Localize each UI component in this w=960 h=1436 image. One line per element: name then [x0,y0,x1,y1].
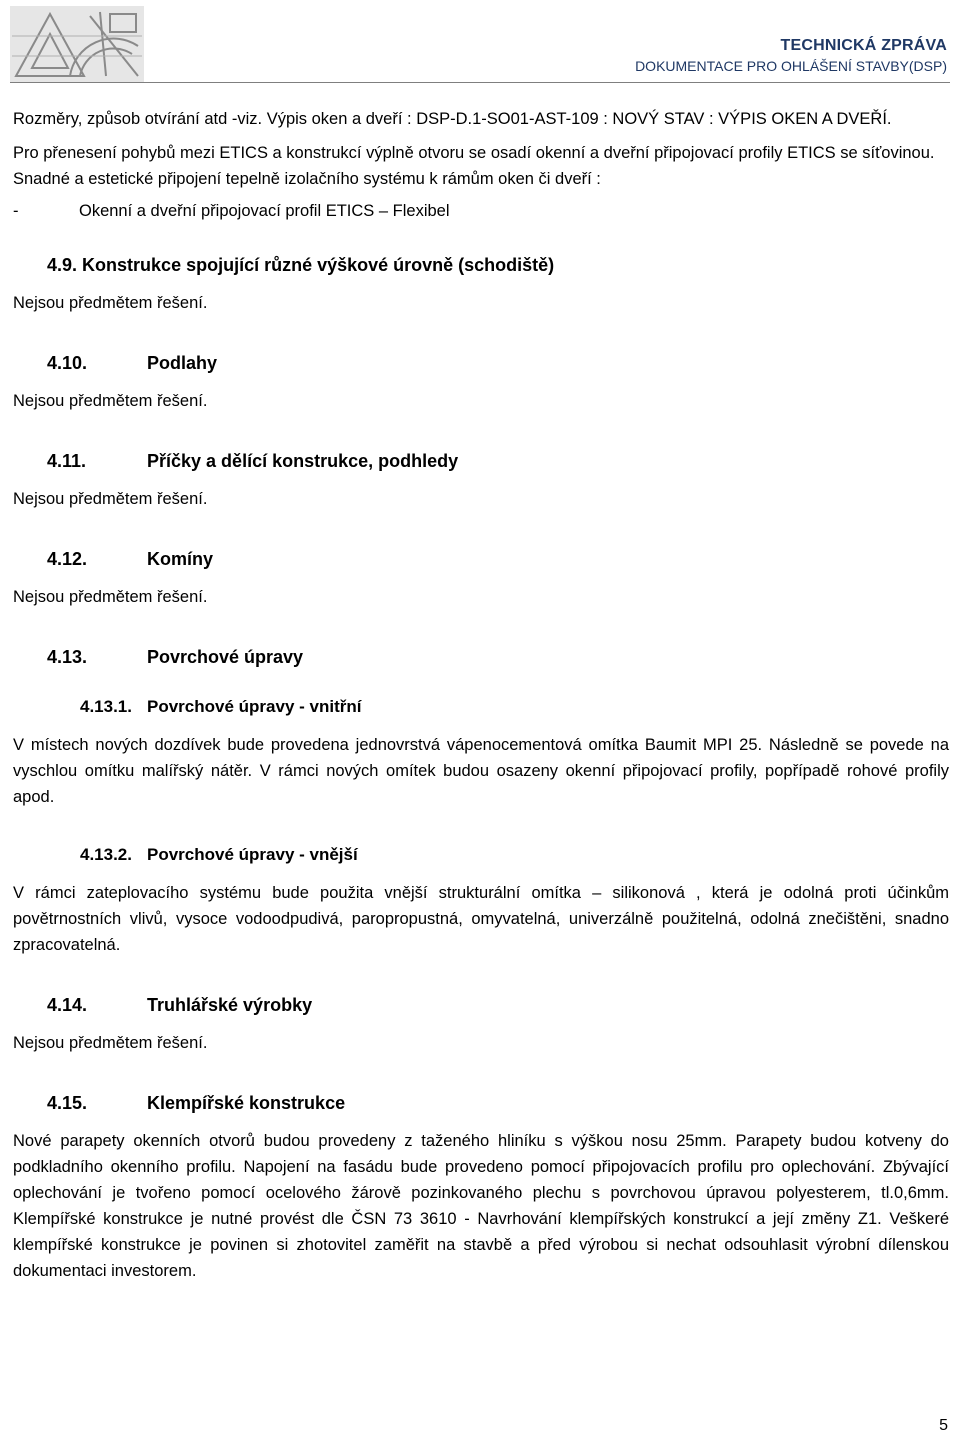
section-text-4-15: Nové parapety okenních otvorů budou provedeny z taženého hliníku s výškou nosu 25mm. Parapety budou kotveny do podkladního okenního profilu. Napojení na fasádu bude provedeno pomocí připojovacích profilu pro oplechování. Zbývající oplechování je tvořeno pomocí ocelového žárově pozinkovaného plechu s povrchovou úpravou polyesterem, tl.0,6mm. Klempířské konstrukce je nutné provést dle ČSN 73 3610 - Navrhování klempířských konstrukcí a její změny Z1. Veškeré klempířské konstrukce je povinen si zhotovitel zaměřit na stavbě a před výrobou si nechat odsouhlasit výrobní dílenskou dokumentaci investorem. [13,1132,949,1280]
section-text-4-10: Nejsou předmětem řešení. [13,392,208,410]
section-title: Povrchové úpravy [147,647,304,667]
document-header [635,36,947,76]
subsection-heading-4-13-1 [13,694,949,720]
section-title: Podlahy [147,353,218,373]
section-text-4-11: Nejsou předmětem řešení. [13,490,208,508]
section-heading-4-12 [13,546,949,572]
header-rule [10,82,950,83]
section-heading-4-13 [13,644,949,670]
document-body [13,106,949,1284]
subsection-heading-4-13-2 [13,842,949,868]
section-number: 4.15. [47,1093,88,1113]
section-heading-4-14 [13,992,949,1018]
section-text-4-9: Nejsou předmětem řešení. [13,294,208,312]
section-number: 4.11. [47,451,87,471]
page-number: 5 [939,1417,948,1434]
section-heading-4-9 [13,252,949,278]
section-heading-4-10 [13,350,949,376]
subsection-text-4-13-2: V rámci zateplovacího systému bude použita vnější strukturální omítka – silikonová , která je odolná proti účinkům povětrnostních vlivů, vysoce vodoodpudivá, paropropustná, omyvatelná, univerzálně použitelná, odolná znečištěni, snadno zpracovatelná. [13,884,949,954]
section-title: Příčky a dělící konstrukce, podhledy [147,451,459,471]
subsection-number: 4.13.2. [80,845,132,864]
section-text-4-14: Nejsou předmětem řešení. [13,1034,208,1052]
section-title: Konstrukce spojující různé výškové úrovně (schodiště) [82,255,555,275]
bullet-text: Okenní a dveřní připojovací profil ETICS ‒ Flexibel [79,202,450,220]
section-heading-4-15 [13,1090,949,1116]
header-title: TECHNICKÁ ZPRÁVA [780,37,947,54]
intro-paragraph-2: Pro přenesení pohybů mezi ETICS a konstrukcí výplně otvoru se osadí okenní a dveřní připojovací profily ETICS se síťovinou. Snadné a estetické připojení tepelně izolačního systému k rámům oken či dveří : [13,144,935,188]
section-number: 4.9. [47,255,78,275]
bullet-dash: - [13,202,19,220]
section-number: 4.12. [47,549,88,569]
section-title: Komíny [147,549,214,569]
section-number: 4.10. [47,353,88,373]
section-title: Truhlářské výrobky [147,995,313,1015]
bullet-item [13,198,949,224]
header-subtitle: DOKUMENTACE PRO OHLÁŠENÍ STAVBY(DSP) [635,58,947,74]
section-number: 4.13. [47,647,88,667]
section-text-4-12: Nejsou předmětem řešení. [13,588,208,606]
subsection-text-4-13-1: V místech nových dozdívek bude provedena jednovrstvá vápenocementová omítka Baumit MPI 25. Následně se povede na vyschlou omítku malířský nátěr. V rámci nových omítek budou osazeny okenní připojovací profily, popřípadě rohové profily apod. [13,736,949,806]
subsection-number: 4.13.1. [80,697,132,716]
section-number: 4.14. [47,995,88,1015]
subsection-title: Povrchové úpravy - vnější [147,845,358,864]
drafting-tools-logo [10,6,144,82]
section-heading-4-11 [13,448,949,474]
intro-paragraph-1: Rozměry, způsob otvírání atd -viz. Výpis oken a dveří : DSP-D.1-SO01-AST-109 : NOVÝ STAV : VÝPIS OKEN A DVEŘÍ. [13,110,892,128]
subsection-title: Povrchové úpravy - vnitřní [147,697,362,716]
section-title: Klempířské konstrukce [147,1093,346,1113]
